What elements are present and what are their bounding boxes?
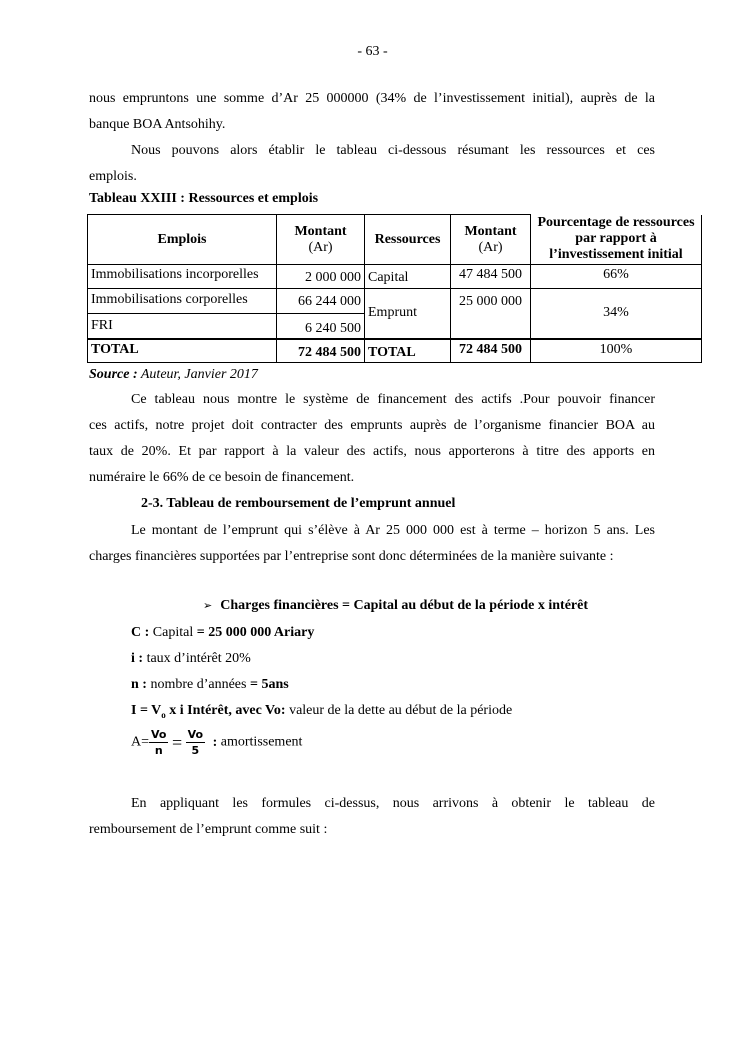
cell-montant-ressource: 47 484 500 bbox=[451, 265, 531, 289]
paragraph-financing-line4: numéraire le 66% de ce besoin de financement. bbox=[89, 470, 355, 485]
def-interest-text: valeur de la dette au début de la période bbox=[285, 703, 513, 718]
cell-total-pourcentage: 100% bbox=[531, 339, 702, 363]
formula-colon: : bbox=[209, 734, 218, 750]
paragraph-loan-line1: Le montant de l’emprunt qui s’élève à Ar 25 000 000 est à terme – horizon 5 ans. Les bbox=[131, 523, 655, 538]
paragraph-table-intro-line2: emplois. bbox=[89, 169, 137, 184]
def-i-label: i : bbox=[131, 651, 144, 666]
def-c-label: C : bbox=[131, 625, 150, 640]
fraction-denominator: 5 bbox=[191, 744, 200, 757]
table-header-row bbox=[88, 215, 702, 265]
cell-ressource: Capital bbox=[365, 265, 451, 289]
cell-emploi: Immobilisations incorporelles bbox=[88, 265, 277, 289]
cell-total-label: TOTAL bbox=[88, 339, 277, 363]
cell-ressource: Emprunt bbox=[365, 289, 451, 339]
definition-interest bbox=[131, 703, 512, 720]
section-heading: 2-3. Tableau de remboursement de l’emprunt annuel bbox=[141, 496, 456, 511]
bullet-text: Charges financières = Capital au début de la période x intérêt bbox=[220, 598, 589, 613]
paragraph-closing-line1: En appliquant les formules ci-dessus, nous arrivons à obtenir le tableau de bbox=[131, 796, 655, 811]
table-row bbox=[88, 289, 702, 314]
fraction-numerator: Vo bbox=[151, 728, 167, 741]
def-c-text: Capital bbox=[149, 625, 197, 640]
def-n-label: n : bbox=[131, 677, 147, 692]
header-montant-ressources: Montant (Ar) bbox=[451, 215, 531, 265]
fraction-vo-5 bbox=[186, 727, 205, 758]
header-montant-emplois: Montant (Ar) bbox=[277, 215, 365, 265]
paragraph-loan-line2: charges financières supportées par l’entreprise sont donc déterminées de la manière suivante : bbox=[89, 549, 614, 564]
def-interest-rest: x i Intérêt, avec Vo: bbox=[165, 703, 286, 718]
paragraph-financing-line3: taux de 20%. Et par rapport à la valeur des actifs, nous apporterons à titre des apports en bbox=[89, 444, 655, 459]
cell-montant-emploi: 6 240 500 bbox=[277, 314, 365, 339]
def-i-text: taux d’intérêt 20% bbox=[143, 651, 251, 666]
paragraph-intro-line2: banque BOA Antsohihy. bbox=[89, 117, 226, 132]
definition-n bbox=[131, 677, 289, 693]
cell-pourcentage: 34% bbox=[531, 289, 702, 339]
page-number: - 63 - bbox=[357, 44, 388, 59]
header-ressources: Ressources bbox=[365, 215, 451, 265]
bullet-item bbox=[203, 598, 588, 614]
formula-text: amortissement bbox=[217, 734, 303, 750]
paragraph-closing-line2: remboursement de l’emprunt comme suit : bbox=[89, 822, 328, 837]
fraction-denominator: n bbox=[154, 744, 163, 757]
def-interest-label: I = V bbox=[131, 703, 162, 718]
cell-emploi: Immobilisations corporelles bbox=[88, 289, 277, 314]
paragraph-financing-line1: Ce tableau nous montre le système de financement des actifs .Pour pouvoir financer bbox=[131, 392, 655, 407]
cell-total-montant-emploi: 72 484 500 bbox=[277, 339, 365, 363]
source-text: Auteur, Janvier 2017 bbox=[137, 367, 258, 382]
paragraph-table-intro-line1: Nous pouvons alors établir le tableau ci-dessous résumant les ressources et ces bbox=[131, 143, 655, 158]
cell-montant-emploi: 2 000 000 bbox=[277, 265, 365, 289]
paragraph-financing-line2: ces actifs, notre projet doit contracter des emprunts auprès de l’organisme financier BOA au bbox=[89, 418, 655, 433]
table-total-row bbox=[88, 339, 702, 363]
def-c-value: = 25 000 000 Ariary bbox=[196, 625, 315, 640]
table-title: Tableau XXIII : Ressources et emplois bbox=[89, 191, 319, 206]
resources-table bbox=[87, 214, 702, 363]
fraction-numerator: Vo bbox=[187, 728, 204, 741]
amortization-formula bbox=[131, 727, 302, 758]
cell-montant-ressource: 25 000 000 bbox=[451, 289, 531, 339]
fraction-vo-n bbox=[149, 727, 168, 758]
cell-montant-emploi: 66 244 000 bbox=[277, 289, 365, 314]
def-interest-sub: o bbox=[161, 709, 166, 720]
cell-pourcentage: 66% bbox=[531, 265, 702, 289]
arrow-bullet-icon: ➢ bbox=[203, 599, 213, 612]
definition-c bbox=[131, 625, 314, 641]
def-n-text: nombre d’années bbox=[146, 677, 250, 692]
source-label: Source : bbox=[89, 367, 138, 382]
table-source bbox=[89, 367, 258, 383]
definition-i bbox=[131, 651, 251, 667]
header-pourcentage: Pourcentage de ressources par rapport à l’investissement initial bbox=[531, 215, 702, 265]
formula-equals: = bbox=[171, 732, 183, 753]
def-n-value: = 5ans bbox=[249, 677, 289, 692]
cell-total-ressource-label: TOTAL bbox=[365, 339, 451, 363]
header-emplois: Emplois bbox=[88, 215, 277, 265]
formula-lhs: A= bbox=[131, 734, 150, 750]
cell-total-montant-ressource: 72 484 500 bbox=[451, 339, 531, 363]
paragraph-intro-line1: nous empruntons une somme d’Ar 25 000000 (34% de l’investissement initial), auprès de la bbox=[89, 91, 655, 106]
cell-emploi: FRI bbox=[88, 314, 277, 339]
table-row bbox=[88, 265, 702, 289]
